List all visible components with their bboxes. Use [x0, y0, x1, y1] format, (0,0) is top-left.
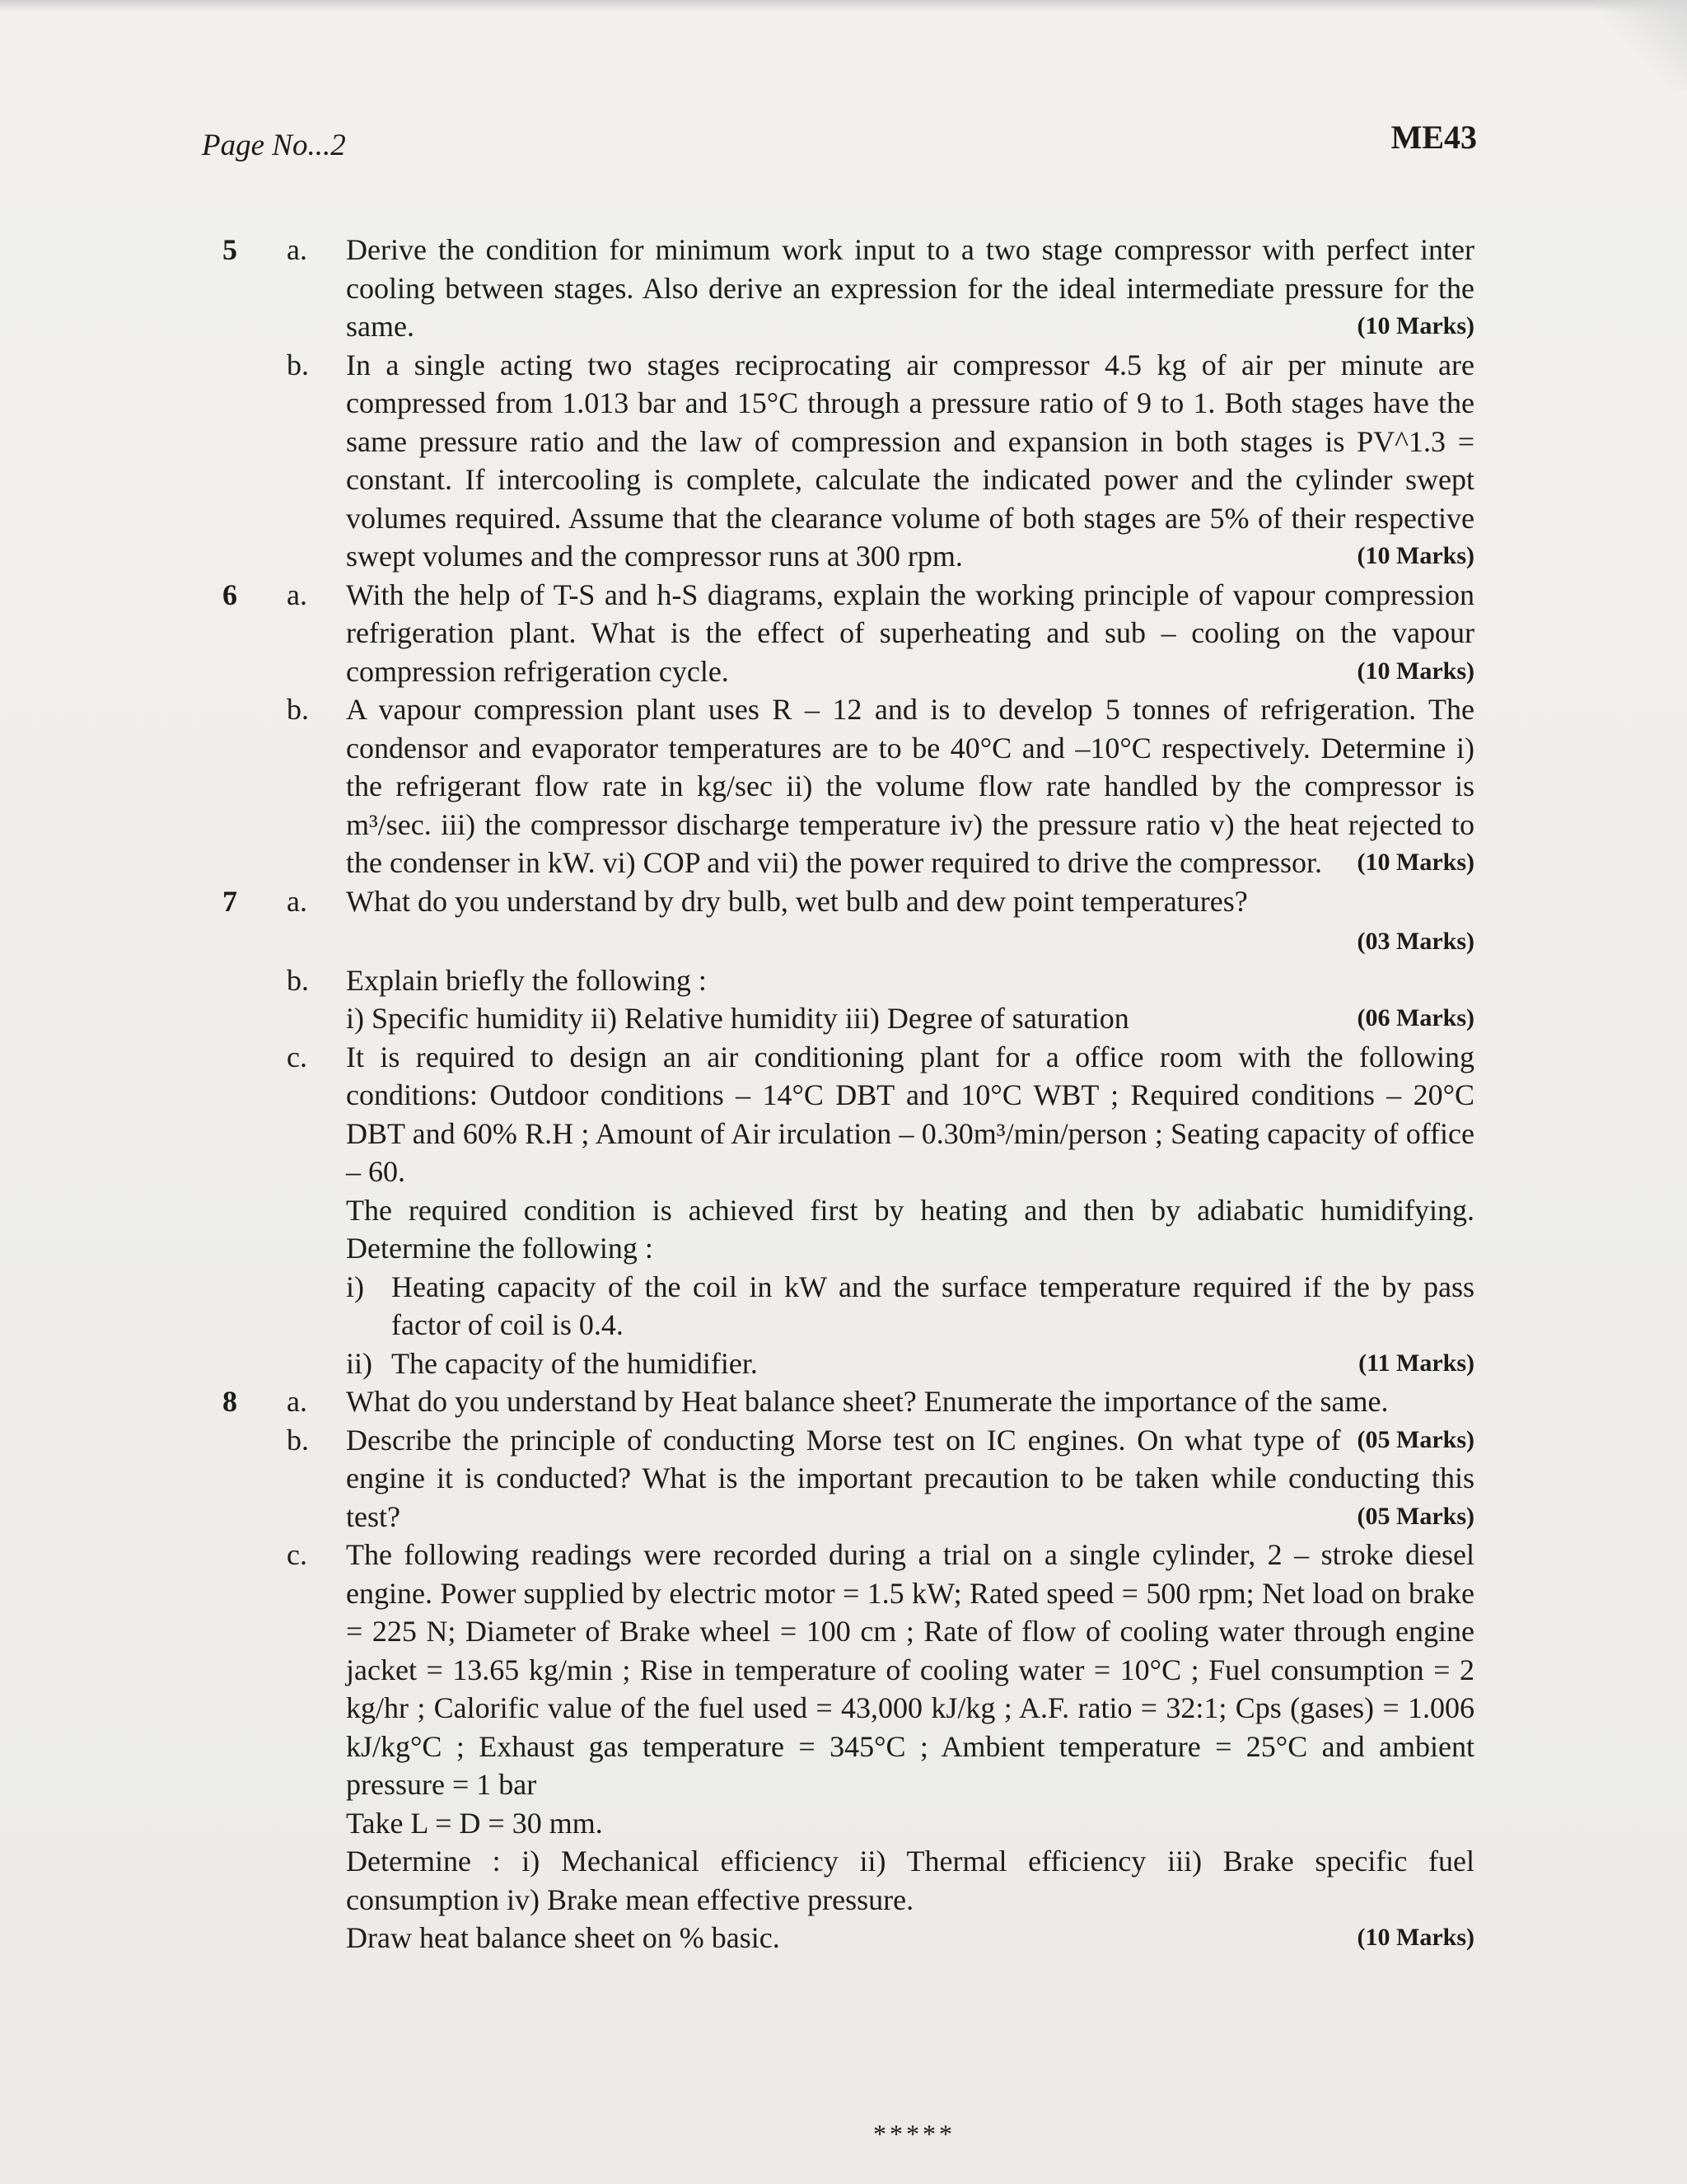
part-text-2: Take L = D = 30 mm.	[346, 1806, 603, 1840]
part-label: b.	[287, 348, 309, 381]
part-label: c.	[287, 1538, 307, 1571]
part-label: a.	[287, 233, 307, 266]
question-number: 5	[222, 233, 237, 266]
marks: (10 Marks)	[1357, 312, 1474, 339]
question-5b	[287, 346, 1474, 576]
part-text: What do you understand by dry bulb, wet bulb and dew point temperatures?	[346, 884, 1248, 918]
question-7c	[287, 1038, 1474, 1383]
part-text: Describe the principle of conducting Morse test on IC engines. On what type of engine it is conducted? What is the important precaution to be taken while conducting this test?	[346, 1423, 1474, 1533]
sub-item	[346, 1345, 1474, 1383]
part-text-4: Draw heat balance sheet on % basic.	[346, 1921, 780, 1954]
marks: (10 Marks)	[1357, 849, 1474, 876]
part-text-2: The required condition is achieved first by heating and then by adiabatic humidifying. Determine the following :	[346, 1193, 1474, 1265]
part-label: a.	[287, 884, 307, 918]
end-marker: *****	[873, 2119, 956, 2149]
sub-item-text: The capacity of the humidifier.	[391, 1346, 758, 1380]
question-5a	[222, 231, 1474, 346]
part-text: Derive the condition for minimum work input to a two stage compressor with perfect inter cooling between stages. Also derive an expression for the ideal intermediate pressure for the same.	[346, 233, 1474, 343]
scan-edge	[0, 0, 1687, 12]
part-text: With the help of T-S and h-S diagrams, explain the working principle of vapour compression refrigeration plant. What is the effect of superheating and sub – cooling on the vapour compression refrigeration cycle.	[346, 578, 1474, 688]
questions-body	[0, 231, 1687, 1957]
page-number: Page No...2	[202, 129, 346, 162]
part-label: b.	[287, 1423, 309, 1457]
marks: (06 Marks)	[1357, 1004, 1474, 1031]
question-6a	[222, 576, 1474, 691]
part-text: What do you understand by Heat balance sheet? Enumerate the importance of the same.	[346, 1385, 1389, 1418]
part-text-3: Determine : i) Mechanical efficiency ii) Thermal efficiency iii) Brake specific fuel consumption iv) Brake mean effective pressure.	[346, 1845, 1474, 1916]
question-8b	[287, 1421, 1474, 1536]
marks: (05 Marks)	[1357, 1502, 1474, 1530]
sub-item-text: Heating capacity of the coil in kW and the surface temperature required if the by pass factor of coil is 0.4.	[391, 1270, 1474, 1341]
sub-items	[346, 1268, 1474, 1383]
question-number: 8	[222, 1385, 237, 1418]
part-label: b.	[287, 963, 309, 997]
part-label: a.	[287, 578, 307, 611]
question-7b	[287, 961, 1474, 1038]
part-label: c.	[287, 1040, 307, 1073]
part-label: a.	[287, 1385, 307, 1418]
sub-item-label: i)	[346, 1270, 364, 1303]
marks: (11 Marks)	[1358, 1349, 1474, 1377]
scan-corner	[1596, 0, 1687, 91]
marks: (10 Marks)	[1357, 657, 1474, 685]
marks: (03 Marks)	[1357, 928, 1474, 955]
question-8a	[222, 1382, 1474, 1453]
question-8c	[287, 1536, 1474, 1957]
part-text: In a single acting two stages reciprocating air compressor 4.5 kg of air per minute are compressed from 1.013 bar and 15°C through a pressure ratio of 9 to 1. Both stages have the same pressure ratio and the law of compression and expansion in both stages is PV^1.3 = constant. If intercooling is complete, calculate the indicated power and the cylinder swept volumes required. Assume that the clearance volume of both stages are 5% of their respective swept volumes and the compressor runs at 300 rpm.	[346, 348, 1474, 573]
part-text-line2: i) Specific humidity ii) Relative humidity iii) Degree of saturation	[346, 1002, 1129, 1035]
marks: (10 Marks)	[1357, 542, 1474, 569]
part-text: The following readings were recorded during a trial on a single cylinder, 2 – stroke diesel engine. Power supplied by electric motor = 1.5 kW; Rated speed = 500 rpm; Net load on brake = 225 N; Diameter of Brake wheel = 100 cm ; Rate of flow of cooling water through engine jacket = 13.65 kg/min ; Rise in temperature of cooling water = 10°C ; Fuel consumption = 2 kg/hr ; Calorific value of the fuel used = 43,000 kJ/kg ; A.F. ratio = 32:1; Cps (gases) = 1.006 kJ/kg°C ; Exhaust gas temperature = 345°C ; Ambient temperature = 25°C and ambient pressure = 1 bar	[346, 1538, 1474, 1801]
question-number: 6	[222, 578, 237, 611]
question-number: 7	[222, 884, 237, 918]
part-text: It is required to design an air conditioning plant for a office room with the following conditions: Outdoor conditions – 14°C DBT and 10°C WBT ; Required conditions – 20°C DBT and 60% R.H ; Amount of Air irculation – 0.30m³/min/person ; Seating capacity of office – 60.	[346, 1040, 1474, 1188]
part-label: b.	[287, 693, 309, 726]
part-text: A vapour compression plant uses R – 12 and is to develop 5 tonnes of refrigeration. The condensor and evaporator temperatures are to be 40°C and –10°C respectively. Determine i) the refrigerant flow rate in kg/sec ii) the volume flow rate handled by the compressor is m³/sec. iii) the compressor discharge temperature iv) the pressure ratio v) the heat rejected to the condenser in kW. vi) COP and vii) the power required to drive the compressor.	[346, 693, 1474, 879]
subject-code: ME43	[1390, 119, 1477, 156]
sub-item	[346, 1268, 1474, 1345]
marks: (05 Marks)	[1357, 1425, 1474, 1453]
part-text: Explain briefly the following :	[346, 963, 707, 997]
marks: (10 Marks)	[1357, 1924, 1474, 1951]
sub-item-label: ii)	[346, 1346, 372, 1380]
question-7a	[222, 882, 1474, 961]
question-6b	[287, 690, 1474, 882]
